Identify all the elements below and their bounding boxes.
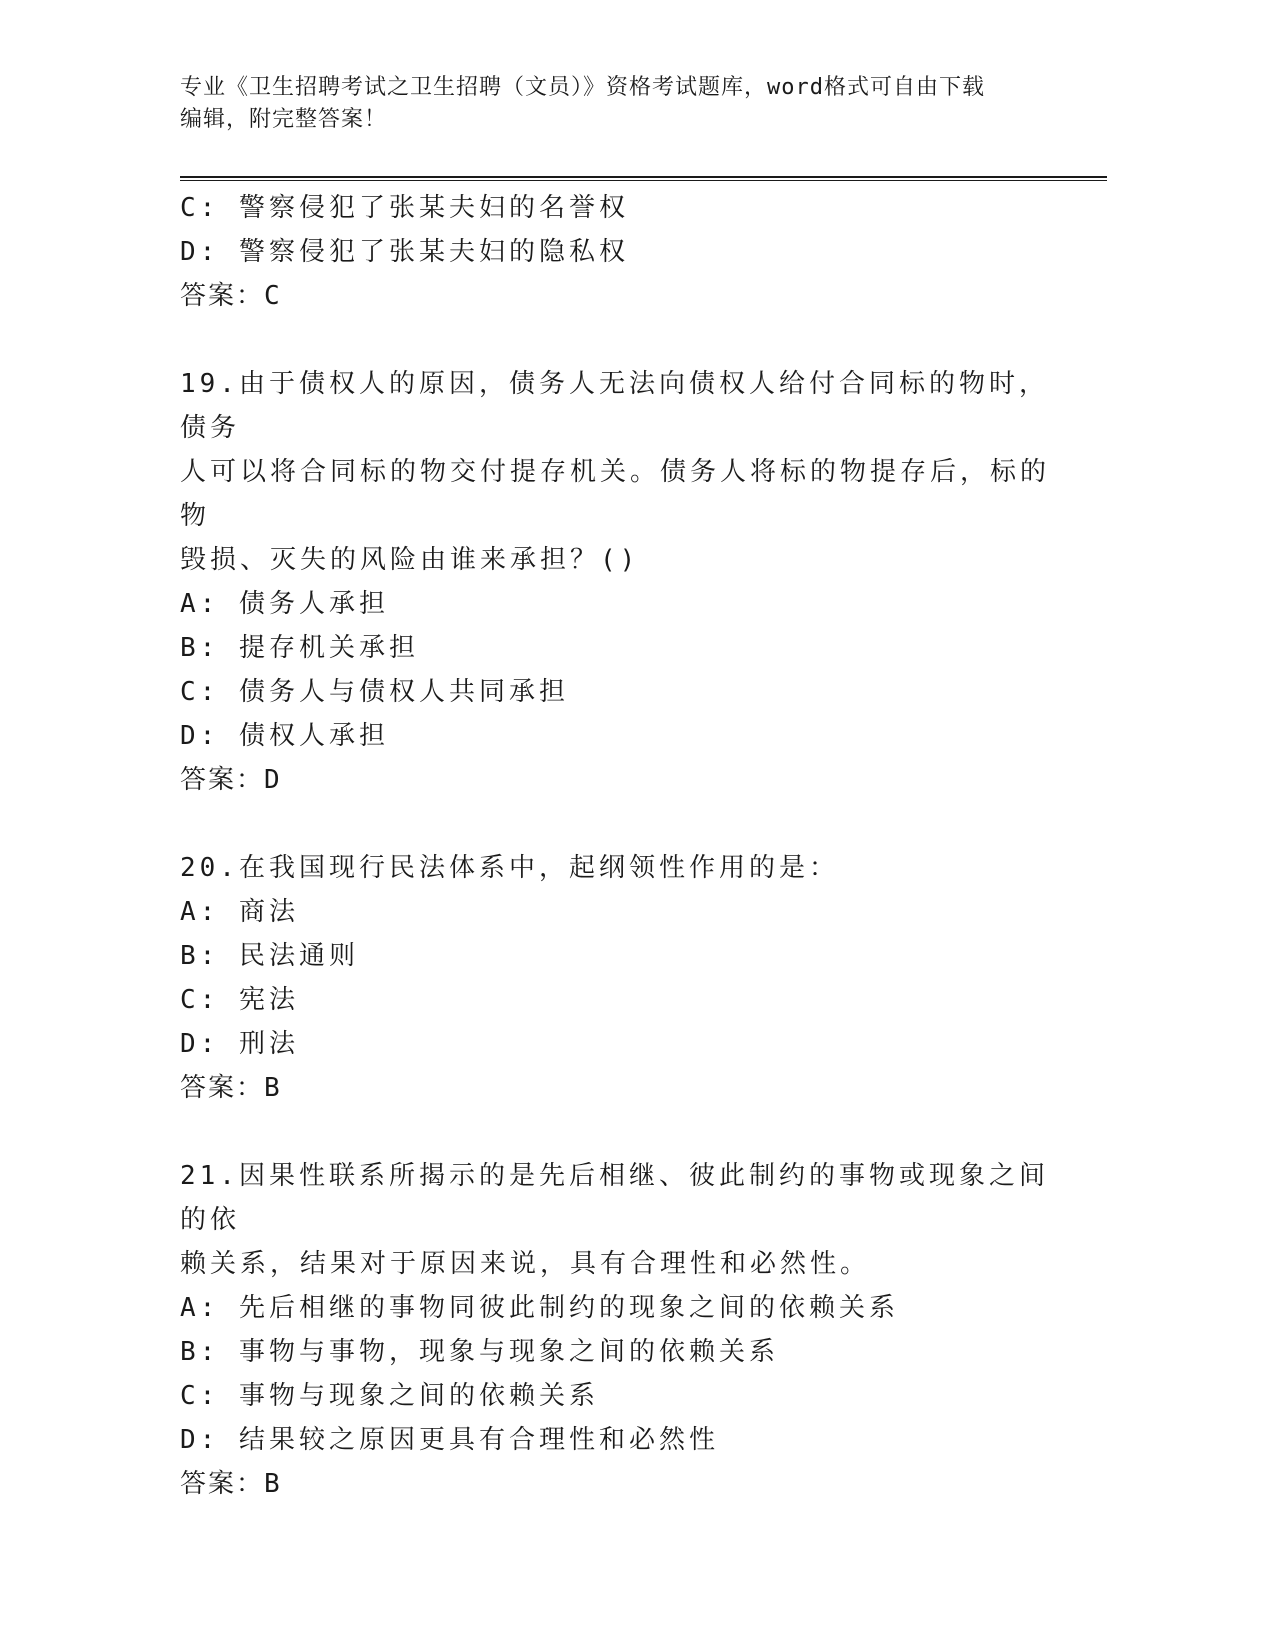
answer-value: B — [264, 1073, 281, 1103]
option-a: A: 债务人承担 — [180, 589, 389, 619]
answer-value: D — [264, 765, 281, 795]
option-b: B: 民法通则 — [180, 941, 359, 971]
answer-label: 答案： — [180, 281, 265, 311]
answer-label: 答案： — [180, 1073, 265, 1103]
answer-line — [180, 1066, 1060, 1110]
option-d: D: 刑法 — [180, 1029, 299, 1059]
answer-line — [180, 1462, 1060, 1506]
spacer — [180, 1110, 1060, 1154]
question-stem-line: 20.在我国现行民法体系中，起纲领性作用的是： — [180, 853, 839, 883]
option-c: C: 警察侵犯了张某夫妇的名誉权 — [180, 193, 629, 223]
question-content — [180, 186, 1060, 1506]
option-b: B: 事物与事物，现象与现象之间的依赖关系 — [180, 1337, 779, 1367]
option-c: C: 宪法 — [180, 985, 299, 1015]
question-stem-line: 人可以将合同标的物交付提存机关。债务人将标的物提存后，标的物 — [180, 457, 1051, 531]
answer-value: B — [264, 1469, 281, 1499]
question-stem-line: 19.由于债权人的原因，债务人无法向债权人给付合同标的物时，债务 — [180, 369, 1049, 443]
header-line-2: 编辑，附完整答案！ — [180, 107, 388, 132]
question-20 — [180, 846, 1060, 1110]
prev-question — [180, 186, 1060, 318]
question-stem-line: 21.因果性联系所揭示的是先后相继、彼此制约的事物或现象之间的依 — [180, 1161, 1049, 1235]
option-b: B: 提存机关承担 — [180, 633, 419, 663]
answer-line — [180, 274, 1060, 318]
header-divider — [180, 176, 1107, 181]
spacer — [180, 318, 1060, 362]
option-c: C: 债务人与债权人共同承担 — [180, 677, 569, 707]
option-d: D: 结果较之原因更具有合理性和必然性 — [180, 1425, 719, 1455]
answer-line — [180, 758, 1060, 802]
answer-value: C — [264, 281, 281, 311]
answer-label: 答案： — [180, 765, 265, 795]
header-line-1: 专业《卫生招聘考试之卫生招聘（文员）》资格考试题库，word格式可自由下载 — [180, 75, 985, 100]
question-21 — [180, 1154, 1060, 1506]
option-d: D: 债权人承担 — [180, 721, 389, 751]
question-stem-line: 毁损、灭失的风险由谁来承担？() — [180, 545, 640, 575]
option-a: A: 先后相继的事物同彼此制约的现象之间的依赖关系 — [180, 1293, 899, 1323]
option-c: C: 事物与现象之间的依赖关系 — [180, 1381, 599, 1411]
answer-label: 答案： — [180, 1469, 265, 1499]
question-stem-line: 赖关系，结果对于原因来说，具有合理性和必然性。 — [180, 1249, 871, 1279]
question-19 — [180, 362, 1060, 802]
option-a: A: 商法 — [180, 897, 299, 927]
spacer — [180, 802, 1060, 846]
option-d: D: 警察侵犯了张某夫妇的隐私权 — [180, 237, 629, 267]
page-header — [180, 72, 1060, 136]
